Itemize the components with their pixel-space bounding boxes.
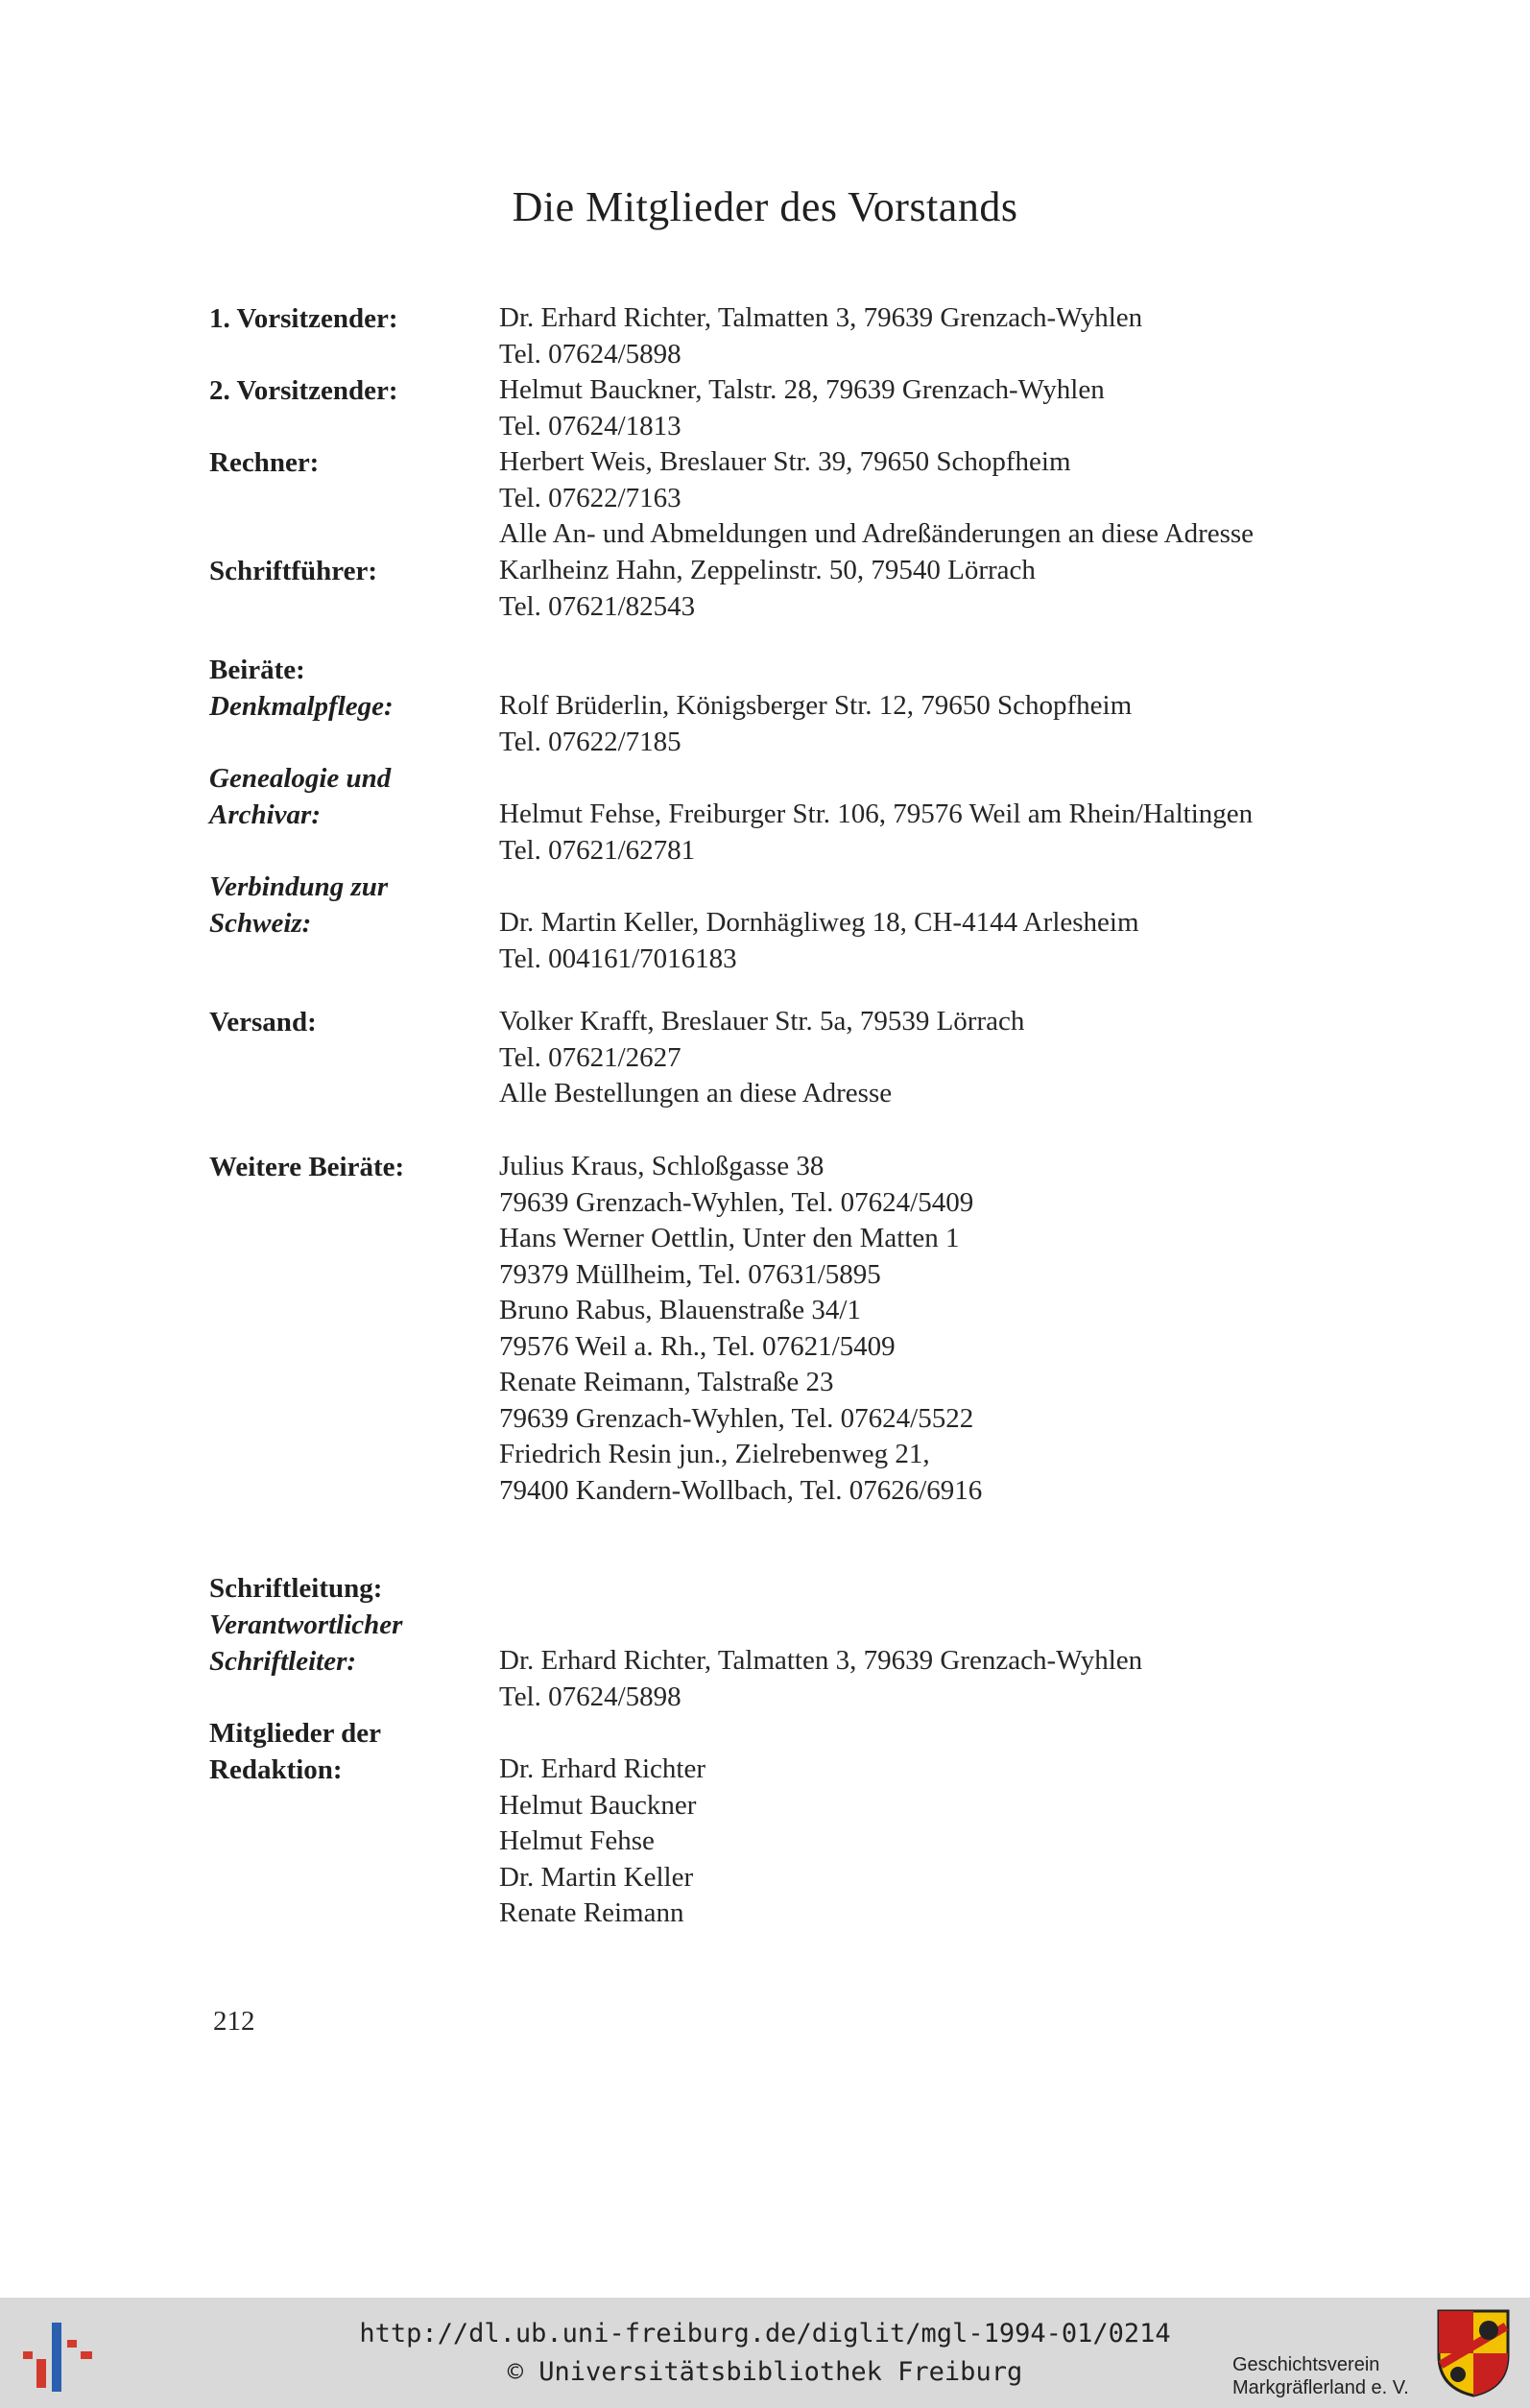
entry-line: Tel. 07624/5898 — [499, 1681, 681, 1712]
label-schriftleiter-2: Schriftleiter: — [209, 1646, 357, 1677]
entry-line: Tel. 07622/7163 — [499, 482, 681, 513]
entry-line: Helmut Bauckner — [499, 1789, 697, 1821]
label-rechner: Rechner: — [209, 447, 320, 478]
entry-line: Dr. Martin Keller, Dornhägliweg 18, CH-4144 Arlesheim — [499, 907, 1139, 938]
entry-vorsitzender-1 — [499, 300, 1142, 372]
entry-line: Bruno Rabus, Blauenstraße 34/1 — [499, 1295, 861, 1325]
entry-line: Helmut Fehse — [499, 1825, 655, 1856]
page-number: 212 — [213, 2006, 255, 2037]
entry-schweiz — [499, 905, 1139, 977]
entry-line: 79400 Kandern-Wollbach, Tel. 07626/6916 — [499, 1474, 983, 1506]
entry-line: Tel. 07621/82543 — [499, 590, 696, 622]
page-title: Die Mitglieder des Vorstands — [512, 183, 1018, 230]
label-schriftfuehrer: Schriftführer: — [209, 556, 378, 586]
coat-of-arms-icon[interactable] — [1435, 2307, 1512, 2399]
label-redaktion-1: Mitglieder der — [209, 1718, 382, 1749]
entry-line: Rolf Brüderlin, Königsberger Str. 12, 79650 Schopfheim — [499, 690, 1133, 721]
entry-line: Tel. 07621/2627 — [499, 1041, 681, 1073]
label-schweiz-2: Schweiz: — [209, 908, 312, 939]
footer-url-link[interactable]: http://dl.ub.uni-freiburg.de/diglit/mgl-1994-01/0214 — [359, 2319, 1171, 2348]
entry-line: Dr. Erhard Richter, Talmatten 3, 79639 Grenzach-Wyhlen — [499, 302, 1143, 333]
society-line: Markgräflerland e. V. — [1232, 2377, 1409, 2398]
entry-redaktion — [499, 1752, 705, 1932]
label-genealogie-1: Genealogie und — [209, 763, 392, 794]
entry-vorsitzender-2 — [499, 372, 1105, 444]
label-denkmalpflege: Denkmalpflege: — [209, 691, 394, 722]
entry-line: Tel. 07621/62781 — [499, 834, 696, 866]
entry-schriftfuehrer — [499, 553, 1036, 625]
entry-line: Tel. 07624/5898 — [499, 338, 681, 370]
entry-rechner — [499, 444, 1254, 553]
entry-line: 79379 Müllheim, Tel. 07631/5895 — [499, 1258, 881, 1290]
entry-weitere-beiraete — [499, 1149, 982, 1509]
entry-line: 79639 Grenzach-Wyhlen, Tel. 07624/5409 — [499, 1186, 974, 1218]
entry-line: Hans Werner Oettlin, Unter den Matten 1 — [499, 1223, 960, 1253]
heading-beiraete: Beiräte: — [209, 655, 305, 685]
entry-denkmalpflege — [499, 688, 1132, 760]
entry-line: Karlheinz Hahn, Zeppelinstr. 50, 79540 Lörrach — [499, 555, 1036, 585]
entry-line: Renate Reimann — [499, 1897, 684, 1928]
entry-line: Tel. 07624/1813 — [499, 410, 681, 441]
label-genealogie-2: Archivar: — [209, 799, 321, 830]
label-weitere-beiraete: Weitere Beiräte: — [209, 1152, 405, 1182]
label-vorsitzender-1: 1. Vorsitzender: — [209, 303, 398, 334]
heading-schriftleitung: Schriftleitung: — [209, 1573, 383, 1604]
society-name — [1232, 2353, 1409, 2399]
entry-line: Helmut Bauckner, Talstr. 28, 79639 Grenzach-Wyhlen — [499, 374, 1105, 405]
entry-line: Alle Bestellungen an diese Adresse — [499, 1078, 893, 1109]
label-vorsitzender-2: 2. Vorsitzender: — [209, 375, 398, 406]
society-line: Geschichtsverein — [1232, 2354, 1380, 2375]
label-redaktion-2: Redaktion: — [209, 1754, 343, 1785]
entry-line: Tel. 004161/7016183 — [499, 942, 737, 974]
entry-line: Helmut Fehse, Freiburger Str. 106, 79576 Weil am Rhein/Haltingen — [499, 799, 1254, 829]
entry-line: Dr. Erhard Richter — [499, 1753, 706, 1784]
entry-line: Dr. Martin Keller — [499, 1861, 694, 1893]
entry-line: Tel. 07622/7185 — [499, 726, 681, 757]
label-versand: Versand: — [209, 1007, 317, 1037]
entry-line: 79639 Grenzach-Wyhlen, Tel. 07624/5522 — [499, 1402, 974, 1434]
label-schweiz-1: Verbindung zur — [209, 871, 389, 902]
entry-genealogie — [499, 797, 1253, 869]
entry-versand — [499, 1004, 1024, 1112]
entry-line: Julius Kraus, Schloßgasse 38 — [499, 1151, 825, 1181]
entry-line: 79576 Weil a. Rh., Tel. 07621/5409 — [499, 1330, 896, 1362]
entry-line: Dr. Erhard Richter, Talmatten 3, 79639 Grenzach-Wyhlen — [499, 1645, 1143, 1676]
entry-line: Herbert Weis, Breslauer Str. 39, 79650 Schopfheim — [499, 446, 1071, 477]
label-schriftleiter-1: Verantwortlicher — [209, 1609, 403, 1640]
entry-line: Alle An- und Abmeldungen und Adreßänderungen an diese Adresse — [499, 518, 1255, 549]
entry-line: Friedrich Resin jun., Zielrebenweg 21, — [499, 1439, 930, 1469]
entry-line: Renate Reimann, Talstraße 23 — [499, 1367, 834, 1397]
entry-line: Volker Krafft, Breslauer Str. 5a, 79539 Lörrach — [499, 1006, 1025, 1037]
entry-schriftleiter — [499, 1643, 1142, 1715]
footer-bar — [0, 2298, 1530, 2408]
footer-copyright: © Universitätsbibliothek Freiburg — [507, 2357, 1023, 2387]
